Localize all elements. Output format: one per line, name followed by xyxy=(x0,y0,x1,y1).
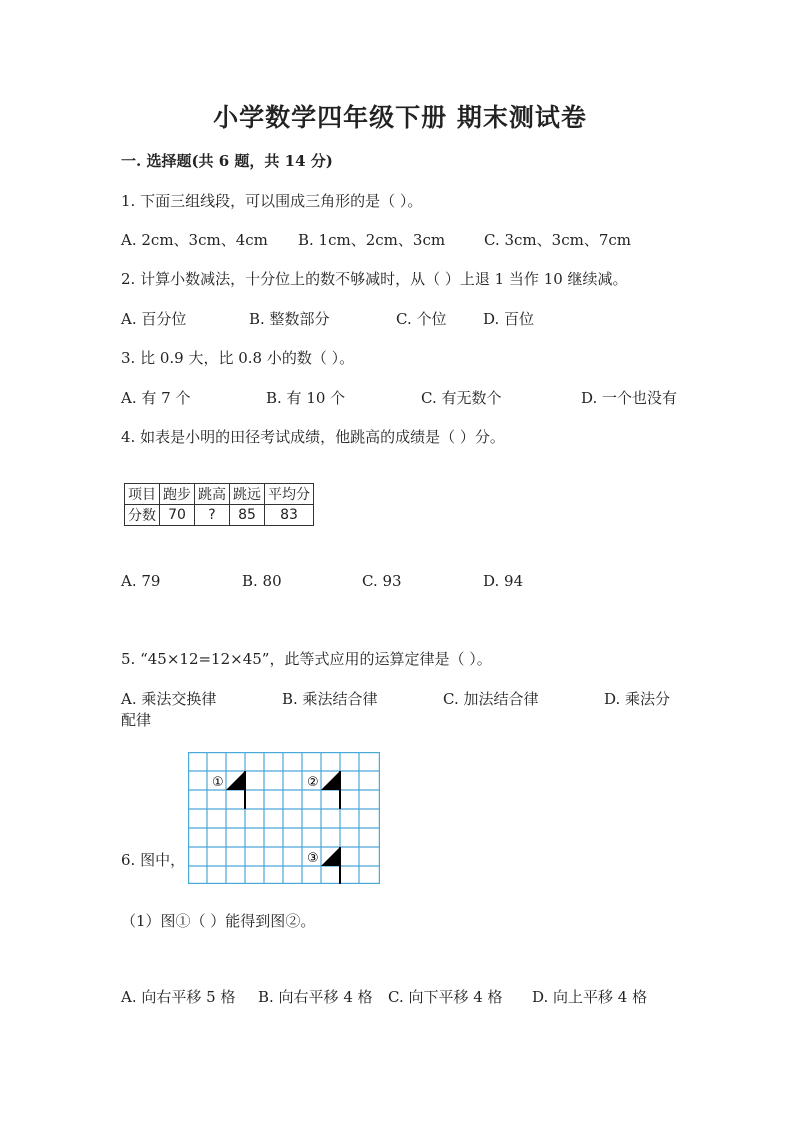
q1-option-c: C. 3cm、3cm、7cm xyxy=(484,231,631,249)
question-4: 4. 如表是小明的田径考试成绩，他跳高的成绩是（ ）分。 xyxy=(121,428,505,446)
q4-option-d: D. 94 xyxy=(483,572,524,590)
flag-2 xyxy=(321,771,340,809)
q1-option-b: B. 1cm、2cm、3cm xyxy=(298,231,446,249)
q4-option-c: C. 93 xyxy=(362,572,402,590)
table-cell: 项目 xyxy=(125,484,160,505)
translation-grid-figure xyxy=(188,752,380,884)
q6-option-d: D. 向上平移 4 格 xyxy=(532,988,648,1006)
question-1: 1. 下面三组线段，可以围成三角形的是（ ）。 xyxy=(121,192,423,210)
table-cell: 83 xyxy=(265,505,314,526)
table-row xyxy=(125,484,314,505)
q5-option-a: A. 乘法交换律 xyxy=(121,690,217,708)
q5-option-d-wrap: 配律 xyxy=(121,711,152,729)
question-6: 6. 图中， xyxy=(121,851,186,869)
question-3: 3. 比 0.9 大，比 0.8 小的数（ ）。 xyxy=(121,349,355,367)
flag-1-label: ① xyxy=(212,775,224,790)
q2-option-c: C. 个位 xyxy=(396,310,447,328)
table-cell: 跳高 xyxy=(195,484,230,505)
q3-option-c: C. 有无数个 xyxy=(421,389,502,407)
table-cell: 跳远 xyxy=(230,484,265,505)
q1-option-a: A. 2cm、3cm、4cm xyxy=(121,231,268,249)
table-cell: 跑步 xyxy=(160,484,195,505)
score-table xyxy=(124,483,314,526)
q5-option-d: D. 乘法分 xyxy=(604,690,671,708)
table-cell: 分数 xyxy=(125,505,160,526)
q5-option-b: B. 乘法结合律 xyxy=(282,690,378,708)
q2-option-a: A. 百分位 xyxy=(121,310,187,328)
q5-option-c: C. 加法结合律 xyxy=(443,690,539,708)
grid-svg xyxy=(188,752,380,884)
q6-option-b: B. 向右平移 4 格 xyxy=(258,988,373,1006)
table-cell: 85 xyxy=(230,505,265,526)
q4-option-b: B. 80 xyxy=(242,572,282,590)
q4-option-a: A. 79 xyxy=(121,572,161,590)
flag-3-label: ③ xyxy=(307,851,319,866)
q2-option-b: B. 整数部分 xyxy=(249,310,330,328)
table-cell: ? xyxy=(195,505,230,526)
question-6-part-1: （1）图①（ ）能得到图②。 xyxy=(121,912,316,930)
section-heading: 一. 选择题(共 6 题，共 14 分) xyxy=(121,152,333,170)
flag-1 xyxy=(226,771,245,809)
q2-option-d: D. 百位 xyxy=(483,310,535,328)
grid-lines xyxy=(188,752,380,884)
q3-option-b: B. 有 10 个 xyxy=(266,389,346,407)
q6-option-a: A. 向右平移 5 格 xyxy=(121,988,236,1006)
flag-2-label: ② xyxy=(307,775,319,790)
question-2: 2. 计算小数减法，十分位上的数不够减时，从（ ）上退 1 当作 10 继续减。 xyxy=(121,270,628,288)
flag-3 xyxy=(321,847,340,884)
q3-option-a: A. 有 7 个 xyxy=(121,389,191,407)
table-cell: 平均分 xyxy=(265,484,314,505)
question-5: 5. “45×12=12×45”，此等式应用的运算定律是（ ）。 xyxy=(121,650,492,668)
table-row xyxy=(125,505,314,526)
q3-option-d: D. 一个也没有 xyxy=(581,389,678,407)
page-title: 小学数学四年级下册 期末测试卷 xyxy=(213,103,587,132)
q6-option-c: C. 向下平移 4 格 xyxy=(388,988,503,1006)
table-cell: 70 xyxy=(160,505,195,526)
